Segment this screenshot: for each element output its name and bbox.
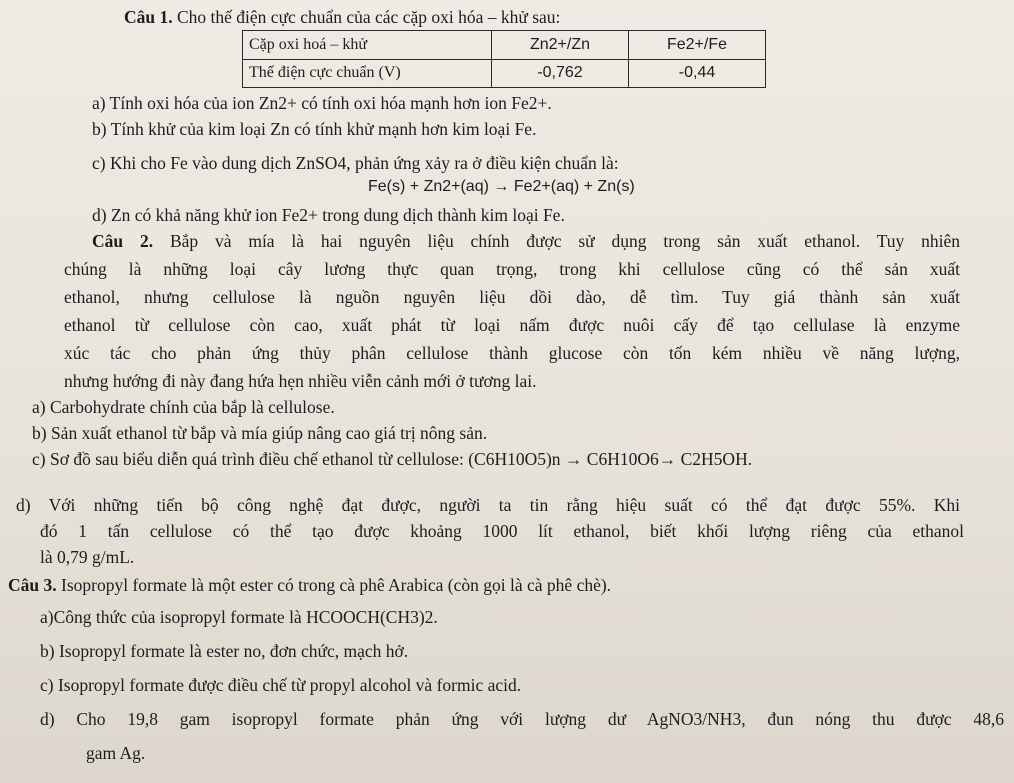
table-row	[243, 31, 766, 60]
table-cell: Fe2+/Fe	[629, 31, 766, 60]
q3-statement-a: a)Công thức của isopropyl formate là HCOOCH(CH3)2.	[40, 607, 438, 627]
q2-statement-c: c) Sơ đồ sau biểu diễn quá trình điều chế ethanol từ cellulose: (C6H10O5)n → C6H10O6→ C2H5OH.	[32, 449, 753, 469]
q1-equation: Fe(s) + Zn2+(aq) → Fe2+(aq) + Zn(s)	[368, 178, 635, 195]
q2-paragraph-line: ethanol, nhưng cellulose là nguồn nguyên liệu dồi dào, dễ tìm. Tuy giá thành sản xuất	[64, 287, 960, 307]
table-cell: Thế điện cực chuẩn (V)	[243, 59, 492, 88]
q2-statement-d: d) Với những tiến bộ công nghệ đạt được, người ta tin rằng hiệu suất có thể đạt được 55%. Khi	[16, 495, 960, 515]
table-cell: Zn2+/Zn	[492, 31, 629, 60]
q2-label: Câu 2.	[92, 231, 154, 251]
q2-paragraph-line: ethanol từ cellulose còn cao, xuất phát từ loại nấm được nuôi cấy để tạo cellulase là enzyme	[64, 315, 960, 335]
q1-statement-b: b) Tính khử của kim loại Zn có tính khử mạnh hơn kim loại Fe.	[92, 119, 537, 139]
potential-table	[242, 30, 766, 88]
q2-paragraph-line: nhưng hướng đi này đang hứa hẹn nhiều viễn cảnh mới ở tương lai.	[64, 371, 537, 391]
q3-heading	[8, 574, 611, 596]
q2-paragraph-line: chúng là những loại cây lương thực quan trọng, trong khi cellulose cũng có thể sản xuất	[64, 259, 960, 279]
q3-statement-d: d) Cho 19,8 gam isopropyl formate phản ứng với lượng dư AgNO3/NH3, đun nóng thu được 48,6	[40, 709, 1004, 729]
q1-intro: Cho thế điện cực chuẩn của các cặp oxi hóa – khử sau:	[177, 7, 561, 27]
q1-statement-d: d) Zn có khả năng khử ion Fe2+ trong dung dịch thành kim loại Fe.	[92, 205, 565, 225]
q1-label: Câu 1.	[124, 7, 173, 27]
q2-paragraph-line: xúc tác cho phản ứng thủy phân cellulose thành glucose còn tốn kém nhiều về năng lượng,	[64, 343, 960, 363]
table-row	[243, 59, 766, 88]
q2-statement-d-cont: đó 1 tấn cellulose có thể tạo được khoảng 1000 lít ethanol, biết khối lượng riêng của ethanol	[40, 521, 964, 541]
table-cell: -0,44	[629, 59, 766, 88]
q2-statement-a: a) Carbohydrate chính của bắp là cellulose.	[32, 397, 335, 417]
q2-text: Bắp và mía là hai nguyên liệu chính được sử dụng trong sản xuất ethanol. Tuy nhiên	[169, 231, 960, 251]
q3-intro: Isopropyl formate là một ester có trong cà phê Arabica (còn gọi là cà phê chè).	[61, 575, 612, 595]
q3-statement-b: b) Isopropyl formate là ester no, đơn chức, mạch hở.	[40, 641, 409, 661]
q2-statement-d-cont: là 0,79 g/mL.	[40, 547, 135, 567]
q3-label: Câu 3.	[8, 575, 57, 595]
q1-statement-c: c) Khi cho Fe vào dung dịch ZnSO4, phản ứng xảy ra ở điều kiện chuẩn là:	[92, 153, 619, 173]
q2-statement-b: b) Sản xuất ethanol từ bắp và mía giúp nâng cao giá trị nông sản.	[32, 423, 488, 443]
q1-heading	[124, 6, 560, 28]
q1-statement-a: a) Tính oxi hóa của ion Zn2+ có tính oxi hóa mạnh hơn ion Fe2+.	[92, 93, 552, 113]
table-cell: Cặp oxi hoá – khử	[243, 31, 492, 60]
q3-statement-d-cont: gam Ag.	[86, 743, 146, 763]
q3-statement-c: c) Isopropyl formate được điều chế từ propyl alcohol và formic acid.	[40, 675, 522, 695]
table-cell: -0,762	[492, 59, 629, 88]
q2-paragraph-line	[92, 230, 960, 252]
